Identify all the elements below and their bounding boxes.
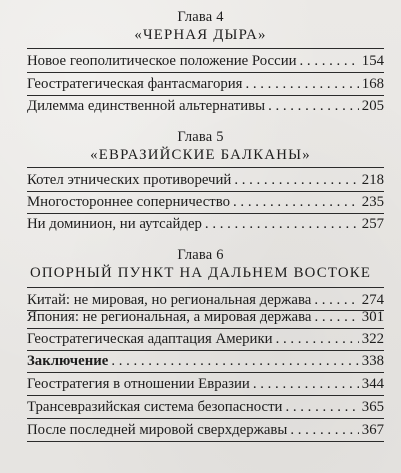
toc-entry-page: 274 <box>361 292 384 308</box>
toc-entry-page: 154 <box>361 53 384 69</box>
toc-entry-title: Геостратегическая адаптация Америки <box>27 331 273 347</box>
toc-entry-page: 344 <box>361 376 384 392</box>
toc-entry-title: Геостратегия в отношении Евразии <box>27 376 250 392</box>
toc-entry <box>27 308 384 326</box>
chapter-6-label: Глава 6 <box>177 247 224 263</box>
entry-rule <box>27 191 384 192</box>
entry-rule <box>27 395 384 396</box>
entry-rule <box>27 72 384 73</box>
entry-rule <box>27 372 384 373</box>
leader-dots <box>314 291 358 309</box>
entry-rule <box>27 350 384 351</box>
toc-entry-title: После последней мировой сверхдержавы <box>27 422 288 438</box>
toc-entry-title: Многостороннее соперничество <box>27 194 231 210</box>
toc-entry <box>27 97 384 115</box>
leader-dots <box>268 97 359 115</box>
toc-entry <box>27 421 384 439</box>
toc-entry-title: Котел этнических противоречий <box>27 172 232 188</box>
toc-entry-page: 168 <box>361 76 384 92</box>
toc-entry <box>27 193 384 211</box>
entry-rule <box>27 95 384 96</box>
toc-entry-page: 235 <box>361 194 384 210</box>
toc-entry-page: 367 <box>361 422 384 438</box>
toc-entry <box>27 330 384 348</box>
chapter-6-rule <box>27 287 384 288</box>
chapter-5-label: Глава 5 <box>177 129 224 145</box>
leader-dots <box>300 52 359 70</box>
toc-entry-title: Дилемма единственной альтернативы <box>27 98 266 114</box>
toc-entry-title: Заключение <box>27 353 109 369</box>
toc-entry-title: Китай: не мировая, но региональная держава <box>27 292 312 308</box>
leader-dots <box>111 352 358 370</box>
chapter-6-title: ОПОРНЫЙ ПУНКТ НА ДАЛЬНЕМ ВОСТОКЕ <box>29 265 372 281</box>
leader-dots <box>276 330 359 348</box>
chapter-4-title: «ЧЕРНАЯ ДЫРА» <box>134 27 267 43</box>
leader-dots <box>290 421 358 439</box>
toc-entry <box>27 375 384 393</box>
entry-rule <box>27 418 384 419</box>
leader-dots <box>234 171 358 189</box>
leader-dots <box>233 193 359 211</box>
toc-entry <box>27 171 384 189</box>
entry-rule <box>27 328 384 329</box>
chapter-5-title: «ЕВРАЗИЙСКИЕ БАЛКАНЫ» <box>90 147 311 163</box>
toc-entry-title: Трансевразийская система безопасности <box>27 399 283 415</box>
toc-entry <box>27 215 384 233</box>
toc-entry-conclusion <box>27 352 384 370</box>
toc-entry-page: 365 <box>361 399 384 415</box>
toc-entry-page: 322 <box>361 331 384 347</box>
entry-rule <box>27 213 384 214</box>
chapter-4-rule <box>27 48 384 49</box>
toc-entry <box>27 52 384 70</box>
toc-entry <box>27 291 384 309</box>
toc-entry <box>27 398 384 416</box>
leader-dots <box>245 75 358 93</box>
leader-dots <box>285 398 358 416</box>
leader-dots <box>253 375 359 393</box>
toc-entry-page: 338 <box>361 353 384 369</box>
toc-entry-page: 257 <box>361 216 384 232</box>
toc-entry-page: 218 <box>361 172 384 188</box>
entry-rule <box>27 441 384 442</box>
toc-entry-title: Япония: не региональная, а мировая держава <box>27 309 312 325</box>
toc-entry-title: Геостратегическая фантасмагория <box>27 76 243 92</box>
toc-entry-title: Новое геополитическое положение России <box>27 53 297 69</box>
toc-entry <box>27 75 384 93</box>
toc-entry-page: 301 <box>361 309 384 325</box>
chapter-4-label: Глава 4 <box>177 9 224 25</box>
leader-dots <box>314 308 358 326</box>
toc-entry-page: 205 <box>361 98 384 114</box>
chapter-5-rule <box>27 167 384 168</box>
leader-dots <box>205 215 359 233</box>
toc-entry-title: Ни доминион, ни аутсайдер <box>27 216 202 232</box>
